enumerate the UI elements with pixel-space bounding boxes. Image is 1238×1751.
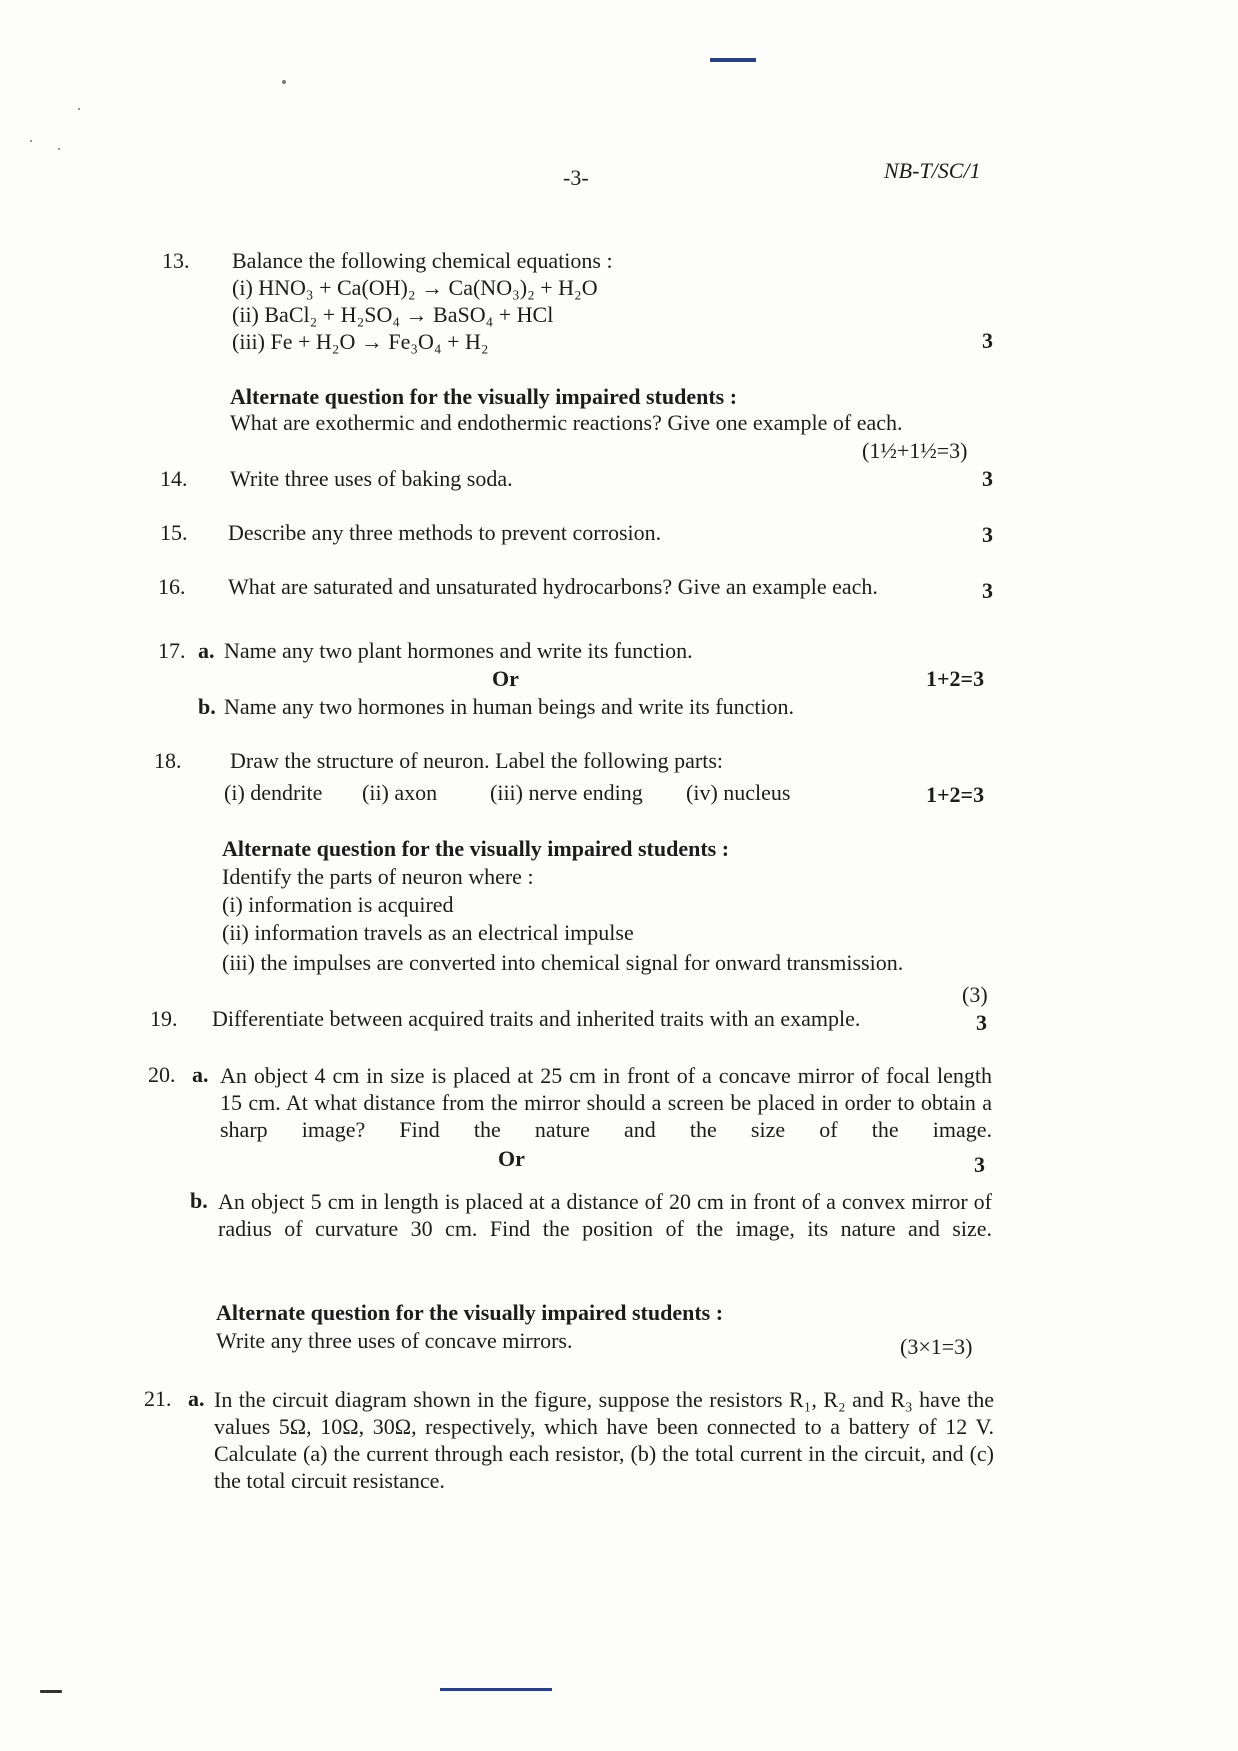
alternate-text: What are exothermic and endothermic reactions? Give one example of each. xyxy=(230,410,903,435)
question-number: 17. xyxy=(158,638,186,663)
question-number: 15. xyxy=(160,520,188,545)
marks: 3 xyxy=(982,466,993,491)
question-text: Differentiate between acquired traits and inherited traits with an example. xyxy=(212,1006,861,1031)
question-number: 16. xyxy=(158,574,186,599)
option-text: An object 4 cm in size is placed at 25 cm in front of a concave mirror of focal length 15 cm. At what distance from the mirror should a screen be placed in order to obtain a sharp image? Find the nature and the size of the image. xyxy=(220,1063,992,1142)
question-stem: Balance the following chemical equations : xyxy=(232,248,613,273)
option-label: b. xyxy=(190,1188,208,1213)
part-label: (i) dendrite xyxy=(224,780,323,805)
option-text: Name any two hormones in human beings and write its function. xyxy=(224,694,795,719)
part-label: (iii) nerve ending xyxy=(490,780,643,805)
equation-line: (i) HNO₃ + Ca(OH)₂ → Ca(NO₃)₂ + H₂O xyxy=(232,275,598,300)
alternate-text: (i) information is acquired xyxy=(222,892,454,917)
marks: (3) xyxy=(962,982,988,1007)
question-stem: Draw the structure of neuron. Label the following parts: xyxy=(230,748,724,773)
scan-speck xyxy=(30,140,32,142)
question-number: 14. xyxy=(160,466,188,491)
page-number: -3- xyxy=(563,165,589,190)
option-text: An object 5 cm in length is placed at a distance of 20 cm in front of a convex mirror of radius of curvature 30 cm. Find the position of the image, its nature and size. xyxy=(218,1189,992,1241)
marks: 3 xyxy=(974,1152,985,1177)
or-separator: Or xyxy=(492,666,519,691)
option-text: Name any two plant hormones and write its function. xyxy=(224,638,693,663)
question-number: 21. xyxy=(144,1386,172,1411)
question-text: Write three uses of baking soda. xyxy=(230,466,513,491)
scan-speck xyxy=(282,80,286,84)
scan-speck xyxy=(58,148,60,150)
marks: 3 xyxy=(982,328,993,353)
question-number: 19. xyxy=(150,1006,178,1031)
option-text: In the circuit diagram shown in the figure, suppose the resistors R₁, R₂ and R₃ have the values 5Ω, 10Ω, 30Ω, respectively, which have been connected to a battery of 12 V. Calculate (a) the current through each resistor, (b) the total current in the circuit, and (c) the total circuit resistance. xyxy=(214,1387,994,1493)
alternate-heading: Alternate question for the visually impaired students : xyxy=(216,1300,724,1325)
part-label: (ii) axon xyxy=(362,780,438,805)
question-text: What are saturated and unsaturated hydrocarbons? Give an example each. xyxy=(228,574,878,599)
alternate-text: Write any three uses of concave mirrors. xyxy=(216,1328,573,1353)
marks: (1½+1½=3) xyxy=(862,438,968,463)
equation-line: (ii) BaCl₂ + H₂SO₄ → BaSO₄ + HCl xyxy=(232,302,554,327)
option-label: a. xyxy=(192,1062,209,1087)
alternate-text: Identify the parts of neuron where : xyxy=(222,864,534,889)
equation-line: (iii) Fe + H₂O → Fe₃O₄ + H₂ xyxy=(232,329,489,354)
scan-mark-top xyxy=(710,58,756,62)
marks: 1+2=3 xyxy=(926,782,985,807)
option-label: a. xyxy=(198,638,215,663)
marks: 3 xyxy=(976,1010,987,1035)
marks: 1+2=3 xyxy=(926,666,985,691)
alternate-heading: Alternate question for the visually impaired students : xyxy=(222,836,730,861)
question-number: 18. xyxy=(154,748,182,773)
scan-mark-bottom xyxy=(440,1688,552,1691)
question-number: 20. xyxy=(148,1062,176,1087)
alternate-text: (iii) the impulses are converted into chemical signal for onward transmission. xyxy=(222,950,904,975)
marks: 3 xyxy=(982,522,993,547)
paper-code: NB-T/SC/1 xyxy=(884,158,981,183)
question-text: Describe any three methods to prevent corrosion. xyxy=(228,520,662,545)
scan-speck xyxy=(40,1690,62,1693)
scan-speck xyxy=(78,108,80,110)
question-number: 13. xyxy=(162,248,190,273)
part-label: (iv) nucleus xyxy=(686,780,791,805)
or-separator: Or xyxy=(498,1146,525,1171)
option-label: a. xyxy=(188,1386,205,1411)
option-label: b. xyxy=(198,694,216,719)
alternate-heading: Alternate question for the visually impaired students : xyxy=(230,384,738,409)
alternate-text: (ii) information travels as an electrical impulse xyxy=(222,920,634,945)
marks: 3 xyxy=(982,578,993,603)
marks: (3×1=3) xyxy=(900,1334,973,1359)
